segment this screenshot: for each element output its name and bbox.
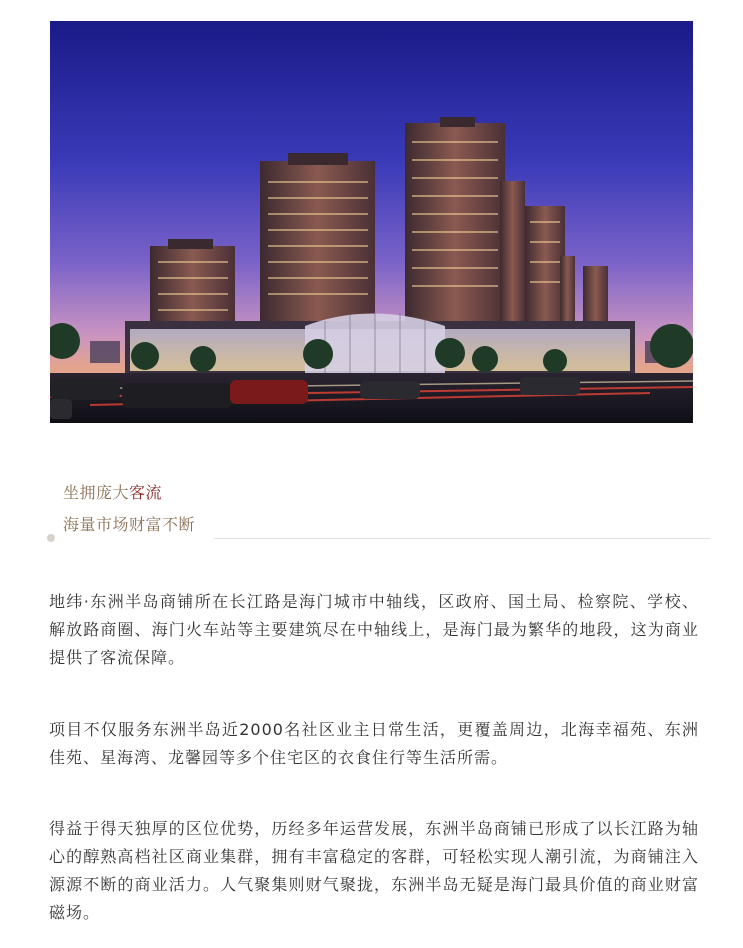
section-title-accent: 客流 <box>129 483 163 502</box>
section-subtitle: 海量市场财富不断 <box>63 515 196 534</box>
paragraph-advantages: 得益于得天独厚的区位优势，历经多年运营发展，东洲半岛商铺已形成了以长江路为轴心的醇熟高档社区商业集群，拥有丰富稳定的客群，可轻松实现人潮引流，为商铺注入源源不断的商业活力。人气聚集则财气聚拢，东洲半岛无疑是海门最具价值的商业财富磁场。 <box>49 819 699 922</box>
section-title <box>63 482 195 504</box>
hero-illustration <box>50 21 693 423</box>
divider-dot <box>47 534 55 542</box>
paragraph-service-area: 项目不仅服务东洲半岛近2000名社区业主日常生活，更覆盖周边，北海幸福苑、东洲佳苑、星海湾、龙馨园等多个住宅区的衣食住行等生活所需。 <box>49 720 699 767</box>
section-heading <box>63 482 195 536</box>
divider-line <box>214 538 710 539</box>
section-title-prefix: 坐拥庞大 <box>63 483 130 502</box>
paragraph-location: 地纬·东洲半岛商铺所在长江路是海门城市中轴线，区政府、国土局、检察院、学校、解放路商圈、海门火车站等主要建筑尽在中轴线上，是海门最为繁华的地段，这为商业提供了客流保障。 <box>49 592 699 667</box>
hero-image <box>50 21 693 423</box>
